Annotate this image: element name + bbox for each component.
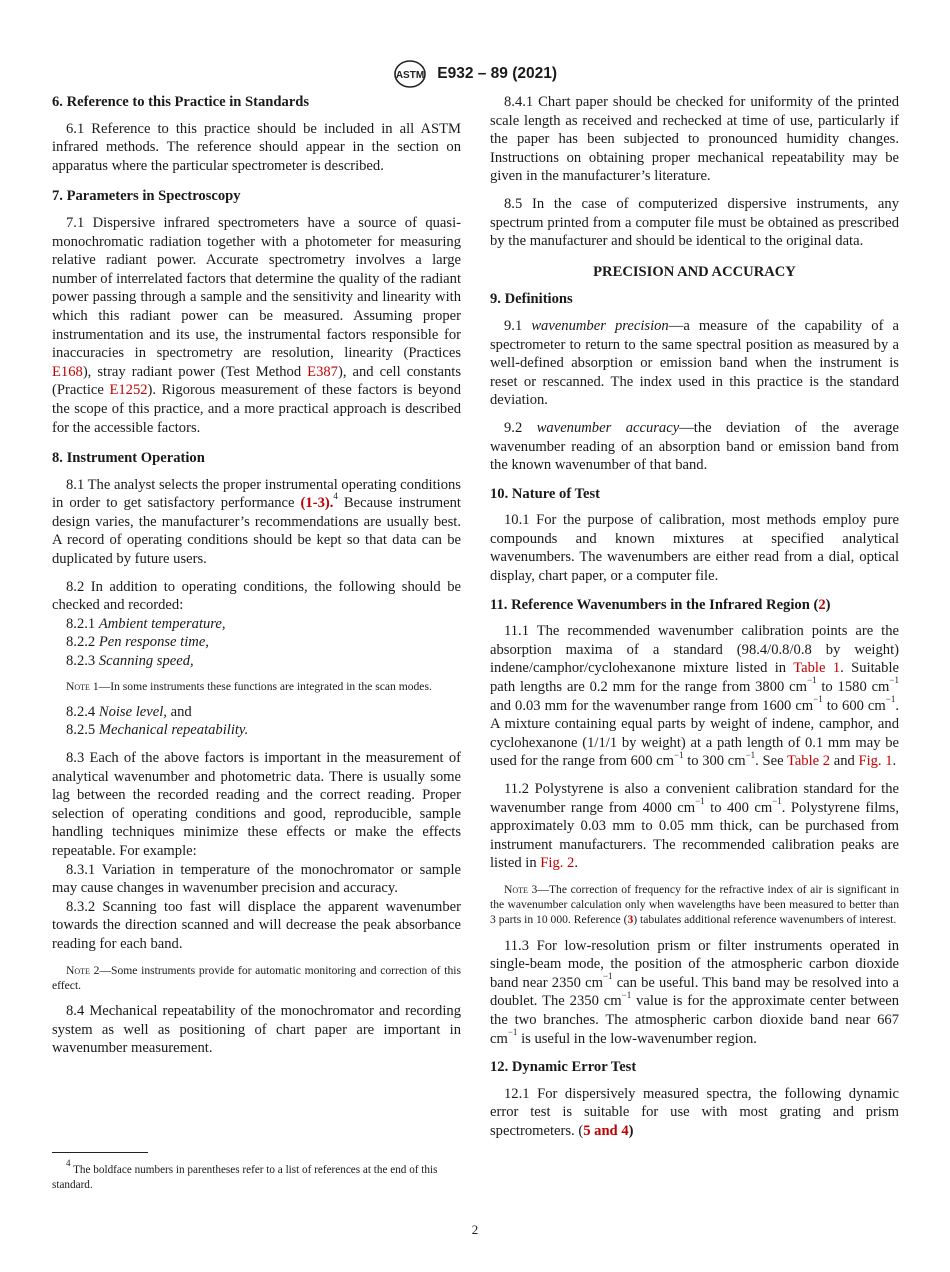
svg-text:ASTM: ASTM xyxy=(395,70,425,81)
section-11-heading: 11. Reference Wavenumbers in the Infrared Region (2) xyxy=(490,596,831,613)
paragraph-8-2: 8.2 In addition to operating conditions, the following should be checked and recorded: xyxy=(52,578,461,614)
left-column xyxy=(52,93,461,1067)
paragraph-9-2: 9.2 wavenumber accuracy—the deviation of the average wavenumber reading of an absorption band or emission band from the known wavenumber of that band. xyxy=(490,419,900,474)
paragraph-6-1: 6.1 Reference to this practice should be included in all ASTM infrared methods. The reference should appear in the section on apparatus where the particular spectrometer is described. xyxy=(52,120,461,174)
page-header xyxy=(0,59,950,89)
section-9-heading: 9. Definitions xyxy=(490,291,573,308)
link-e168[interactable]: E168 xyxy=(52,363,83,380)
document-designation: E932 – 89 (2021) xyxy=(437,65,558,82)
list-item: 8.2.4 Noise level, and xyxy=(66,703,192,720)
section-12-heading: 12. Dynamic Error Test xyxy=(490,1059,637,1076)
paragraph-8-3-2: 8.3.2 Scanning too fast will displace the apparent wavenumber towards the direction scanned and will decrease the peak absorbance reading for each band. xyxy=(52,898,461,952)
page-number: 2 xyxy=(471,1222,479,1237)
note-3: Note 3—The correction of frequency for the refractive index of air is significant in the wavenumber calculation only when wavelengths have been measured to better than 3 parts in 10 000. Reference (3) tabulates additional reference wavenumbers of interest. xyxy=(490,882,899,927)
right-column xyxy=(490,93,899,1150)
link-table-1[interactable]: Table 1 xyxy=(793,660,841,677)
reference-2-link[interactable]: 2 xyxy=(818,596,826,613)
list-item: 8.2.5 Mechanical repeatability. xyxy=(66,722,249,739)
astm-logo-icon xyxy=(393,59,427,89)
paragraph-8-5: 8.5 In the case of computerized dispersive instruments, any spectrum printed from a computer file must be obtained as prescribed by the manufacturer and should be identical to the original data. xyxy=(490,195,899,250)
paragraph-8-1: 8.1 The analyst selects the proper instrumental operating conditions in order to get satisfactory performance (1-3).$^4$ Because instrument design varies, the manufacturer’s recommendations are usually best. A record of operating conditions should be kept so that data can be duplicated by future users. xyxy=(52,476,461,568)
list-item: 8.2.3 Scanning speed, xyxy=(66,653,194,670)
section-7-heading: 7. Parameters in Spectroscopy xyxy=(52,188,241,205)
list-item: 8.2.1 Ambient temperature, xyxy=(66,615,226,632)
paragraph-8-3: 8.3 Each of the above factors is important in the measurement of analytical wavenumber and photometric data. There is usually some lag between the recorded reading and the correct reading. Proper selection of operating conditions and good, reproducible, sample handling techniques minimize these effects or make the effects repeatable. For example: xyxy=(52,750,461,859)
list-item: 8.2.2 Pen response time, xyxy=(66,634,209,651)
link-fig-2[interactable]: Fig. 2 xyxy=(540,855,575,872)
note-1: Note 1—In some instruments these functions are integrated in the scan modes. xyxy=(66,679,432,693)
footnote-4-marker: 4 xyxy=(333,491,338,502)
paragraph-10-1: 10.1 For the purpose of calibration, most methods employ pure compounds and known mixtures at specified analytical wavenumbers. The wavenumbers are either read from a dial, optical display, chart paper, or a computer file. xyxy=(490,512,899,585)
paragraph-9-1: 9.1 wavenumber precision—a measure of the capability of a spectrometer to return to the same spectral position as measured by a well-defined absorption or emission band when the instrument is reset or rescanned. The index used in this practice is the standard deviation. xyxy=(490,317,899,409)
precision-accuracy-heading: PRECISION AND ACCURACY xyxy=(593,263,796,280)
paragraph-11-1: 11.1 The recommended wavenumber calibration points are the absorption maxima of a standard (98.4/0.8/0.8 by weight) indene/camphor/cyclohexanone mixture listed in Table 1. Suitable path lengths are 0.2 mm for the range from 3800 $cm^{-1}$ to 1580 $cm^{-1}$ and 0.03 mm for the wavenumber range from 1600 $cm^{-1}$ to 600 $cm^{-1}$. A mixture containing equal parts by weight of indene, camphor, and cyclohexanone (1/1/1 by weight) at a path length of 0.1 mm may be used for the range from 600 $cm^{-1}$ to 300 $cm^{-1}$. See Table 2 and Fig. 1. xyxy=(490,623,899,770)
link-table-2[interactable]: Table 2 xyxy=(786,753,831,770)
link-e387[interactable]: E387 xyxy=(307,363,338,380)
paragraph-11-3: 11.3 For low-resolution prism or filter instruments operated in single-beam mode, the position of the atmospheric carbon dioxide band near 2350 $cm^{-1}$ can be useful. This band may be resolved into a doublet. The 2350 $cm^{-1}$ value is for the approximate center between the two branches. The atmospheric carbon dioxide band near 667 $cm^{-1}$ is useful in the low-wavenumber region. xyxy=(490,937,899,1047)
footnote-rule xyxy=(52,1152,148,1153)
checklist-8-2-cont xyxy=(52,703,461,740)
reference-1-3-link[interactable]: (1-3). xyxy=(300,495,334,512)
reference-3-link[interactable]: 3 xyxy=(627,913,634,927)
checklist-8-2 xyxy=(52,615,461,671)
paragraph-8-4-1: 8.4.1 Chart paper should be checked for uniformity of the printed scale length as received and rechecked at time of use, particularly if the paper has been subjected to pronounced humidity changes. Instructions on obtaining proper mechanical repeatability may be given in the manufacturer’s literature. xyxy=(490,94,899,185)
paragraph-8-4: 8.4 Mechanical repeatability of the monochromator and recording system as well as positioning of chart paper are important in wavenumber measurement. xyxy=(52,1002,461,1057)
reference-5-4-link[interactable]: 5 and 4 xyxy=(583,1122,629,1139)
paragraph-7-1: 7.1 Dispersive infrared spectrometers have a source of quasi-monochromatic radiation together with a photometer for measuring relative radiant power. Accurate spectrometry involves a large number of interrelated factors that determine the quality of the radiant power passing through a sample and the sensitivity and linearity with which this radiant power can be measured. Assuming proper instrumentation and its use, the instrumental factors responsible for inaccuracies in spectrometry are resolution, linearity (Practices E168), stray radiant power (Test Method E387), and cell constants (Practice E1252). Rigorous measurement of these factors is beyond the scope of this practice, and a more practical approach is described for the accessible factors. xyxy=(52,214,462,436)
footnote-4: $^4$ The boldface numbers in parentheses refer to a list of references at the end of this standard. xyxy=(52,1158,438,1191)
paragraph-12-1: 12.1 For dispersively measured spectra, the following dynamic error test is suitable for use with most grating and prism spectrometers. (5 and 4) xyxy=(490,1085,899,1139)
note-2: Note 2—Some instruments provide for automatic monitoring and correction of this effect. xyxy=(52,963,461,992)
link-e1252[interactable]: E1252 xyxy=(109,382,148,399)
link-fig-1[interactable]: Fig. 1 xyxy=(858,753,893,770)
paragraph-11-2: 11.2 Polystyrene is also a convenient calibration standard for the wavenumber range from 4000 $cm^{-1}$ to 400 $cm^{-1}$. Polystyrene films, approximately 0.03 mm to 0.05 mm thick, can be purchased from instrument manufacturers. The recommended calibration peaks are listed in Fig. 2. xyxy=(490,781,899,872)
paragraph-8-3-1: 8.3.1 Variation in temperature of the monochromator or sample may cause changes in wavenumber precision and accuracy. xyxy=(52,861,461,897)
section-8-heading: 8. Instrument Operation xyxy=(52,450,205,467)
section-6-heading: 6. Reference to this Practice in Standards xyxy=(52,94,310,110)
section-10-heading: 10. Nature of Test xyxy=(490,485,600,502)
